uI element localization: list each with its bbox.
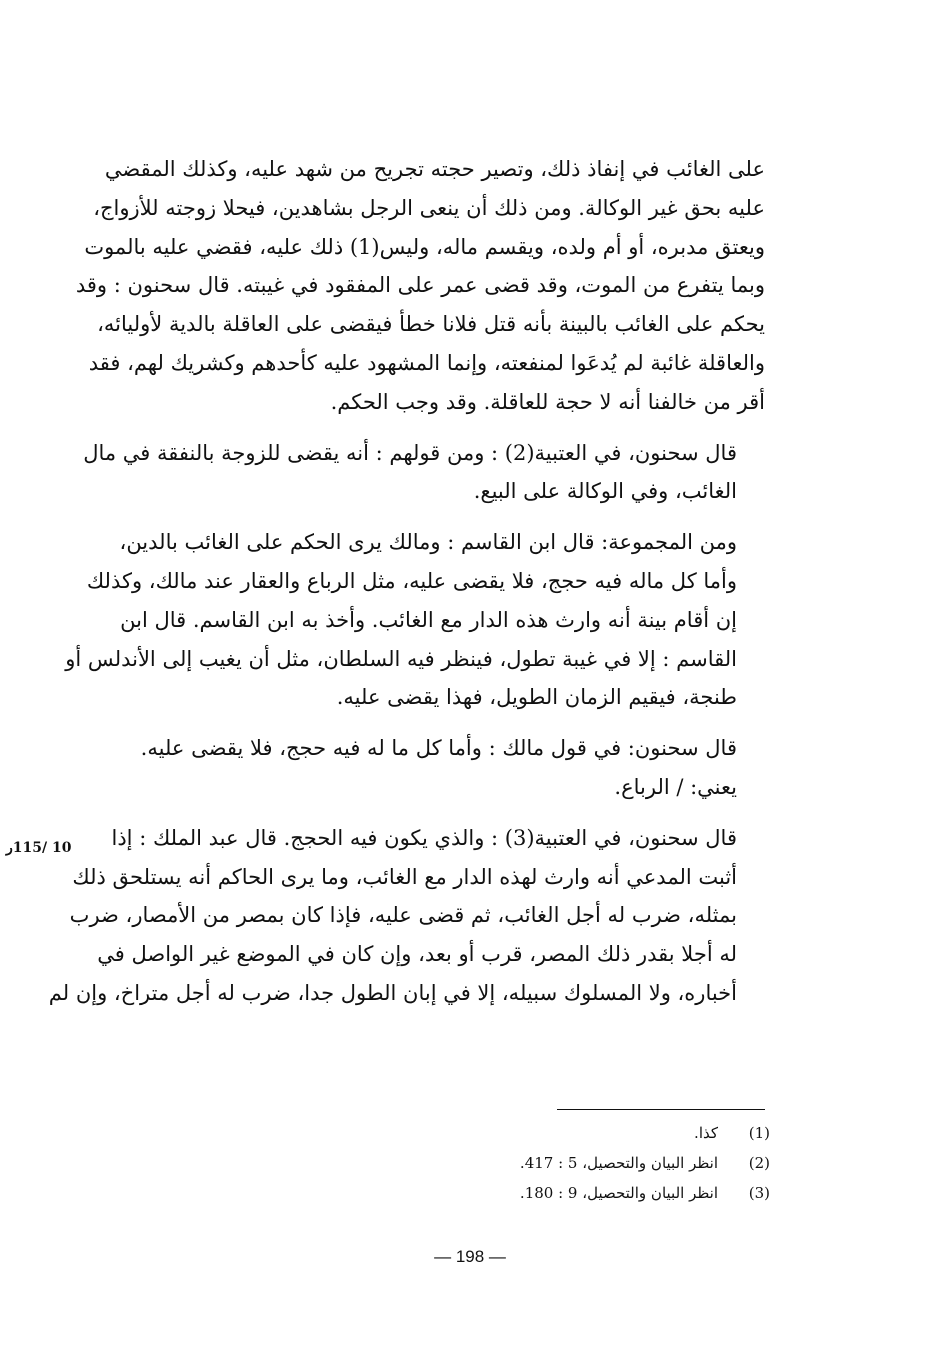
text-line: بمثله، ضرب له أجل الغائب، ثم قضى عليه، فإذا كان بمصر من الأمصار، ضرب	[69, 903, 737, 928]
footnote-divider	[557, 1109, 765, 1110]
text-line: والعاقلة غائبة لم يُدعَوا لمنفعته، وإنما المشهود عليه كأحدهم وكشريك لهم، فقد	[88, 350, 765, 375]
footnote-item	[420, 1178, 770, 1208]
footnote-item	[420, 1148, 770, 1178]
paragraph-5	[48, 819, 765, 1013]
text-line: عليه بحق غير الوكالة. ومن ذلك أن ينعى الرجل بشاهدين، فيحلا زوجته للأزواج،	[93, 195, 765, 220]
paragraph-3	[65, 523, 765, 717]
text-line: يعني: / الرباع.	[614, 774, 737, 799]
text-line: ومن المجموعة: قال ابن القاسم : ومالك يرى الحكم على الغائب بالدين،	[119, 530, 737, 555]
paragraph-4	[100, 729, 765, 807]
footnote-number: (3)	[748, 1184, 770, 1202]
text-line: قال سحنون: في قول مالك : وأما كل ما له فيه حجج، فلا يقضى عليه.	[140, 736, 737, 761]
footnote-text: كذا.	[694, 1124, 718, 1142]
footnote-item	[420, 1118, 770, 1148]
manuscript-folio-note: 10 /115ر	[6, 840, 72, 856]
text-line: ويعتق مدبره، أو أم ولده، ويقسم ماله، وليس(1) ذلك عليه، فقضي عليه بالموت	[84, 234, 765, 259]
footnote-number: (2)	[748, 1154, 770, 1172]
text-line: وأما كل ماله فيه حجج، فلا يقضى عليه، مثل الرباع والعقار عند مالك، وكذلك	[86, 568, 737, 593]
footnote-number: (1)	[748, 1124, 770, 1142]
text-line: له أجلا بقدر ذلك المصر، قرب أو بعد، وإن كان في الموضع غير الواصل في	[97, 942, 737, 967]
text-line: قال سحنون، في العتبية(2) : ومن قولهم : أنه يقضى للزوجة بالنفقة في مال	[83, 440, 737, 465]
text-line: القاسم : إلا في غيبة تطول، فينظر فيه السلطان، مثل أن يغيب إلى الأندلس أو	[65, 646, 737, 671]
text-line: وبما يتفرع من الموت، وقد قضى عمر على المفقود في غيبته. قال سحنون : وقد	[75, 273, 765, 298]
text-line: يحكم على الغائب بالبينة بأنه قتل فلانا خطأ فيقضى على العاقلة بالدية لأوليائه،	[97, 312, 765, 337]
footnote-text: انظر البيان والتحصيل، 9 : 180.	[519, 1184, 718, 1202]
footnote-text: انظر البيان والتحصيل، 5 : 417.	[519, 1154, 718, 1172]
text-line: الغائب، وفي الوكالة على البيع.	[473, 479, 737, 504]
paragraph-2	[83, 434, 765, 512]
text-line: أقر من خالفنا أنه لا حجة للعاقلة. وقد وجب الحكم.	[330, 389, 765, 414]
paragraph-1	[75, 150, 765, 422]
text-line: إن أقام بينة أنه وارث هذه الدار مع الغائب. وأخذ به ابن القاسم. قال ابن	[120, 607, 737, 632]
text-line: على الغائب في إنفاذ ذلك، وتصير حجته تجريح من شهد عليه، وكذلك المقضي	[104, 157, 765, 181]
page-number: — 198 —	[434, 1247, 506, 1266]
text-line: أخباره، ولا المسلوك سبيله، إلا في إبان الطول جدا، ضرب له أجل متراخ، وإن لم	[48, 980, 737, 1005]
main-text	[48, 150, 765, 1025]
text-line: طنجة، فيقيم الزمان الطويل، فهذا يقضى عليه.	[336, 685, 737, 710]
text-line: أثبت المدعي أنه وارث لهذه الدار مع الغائب، وما يرى الحاكم أنه يستلحق ذلك	[72, 864, 737, 889]
text-line: قال سحنون، في العتبية(3) : والذي يكون فيه الحجج. قال عبد الملك : إذا	[111, 825, 737, 850]
footnotes	[420, 1118, 770, 1208]
